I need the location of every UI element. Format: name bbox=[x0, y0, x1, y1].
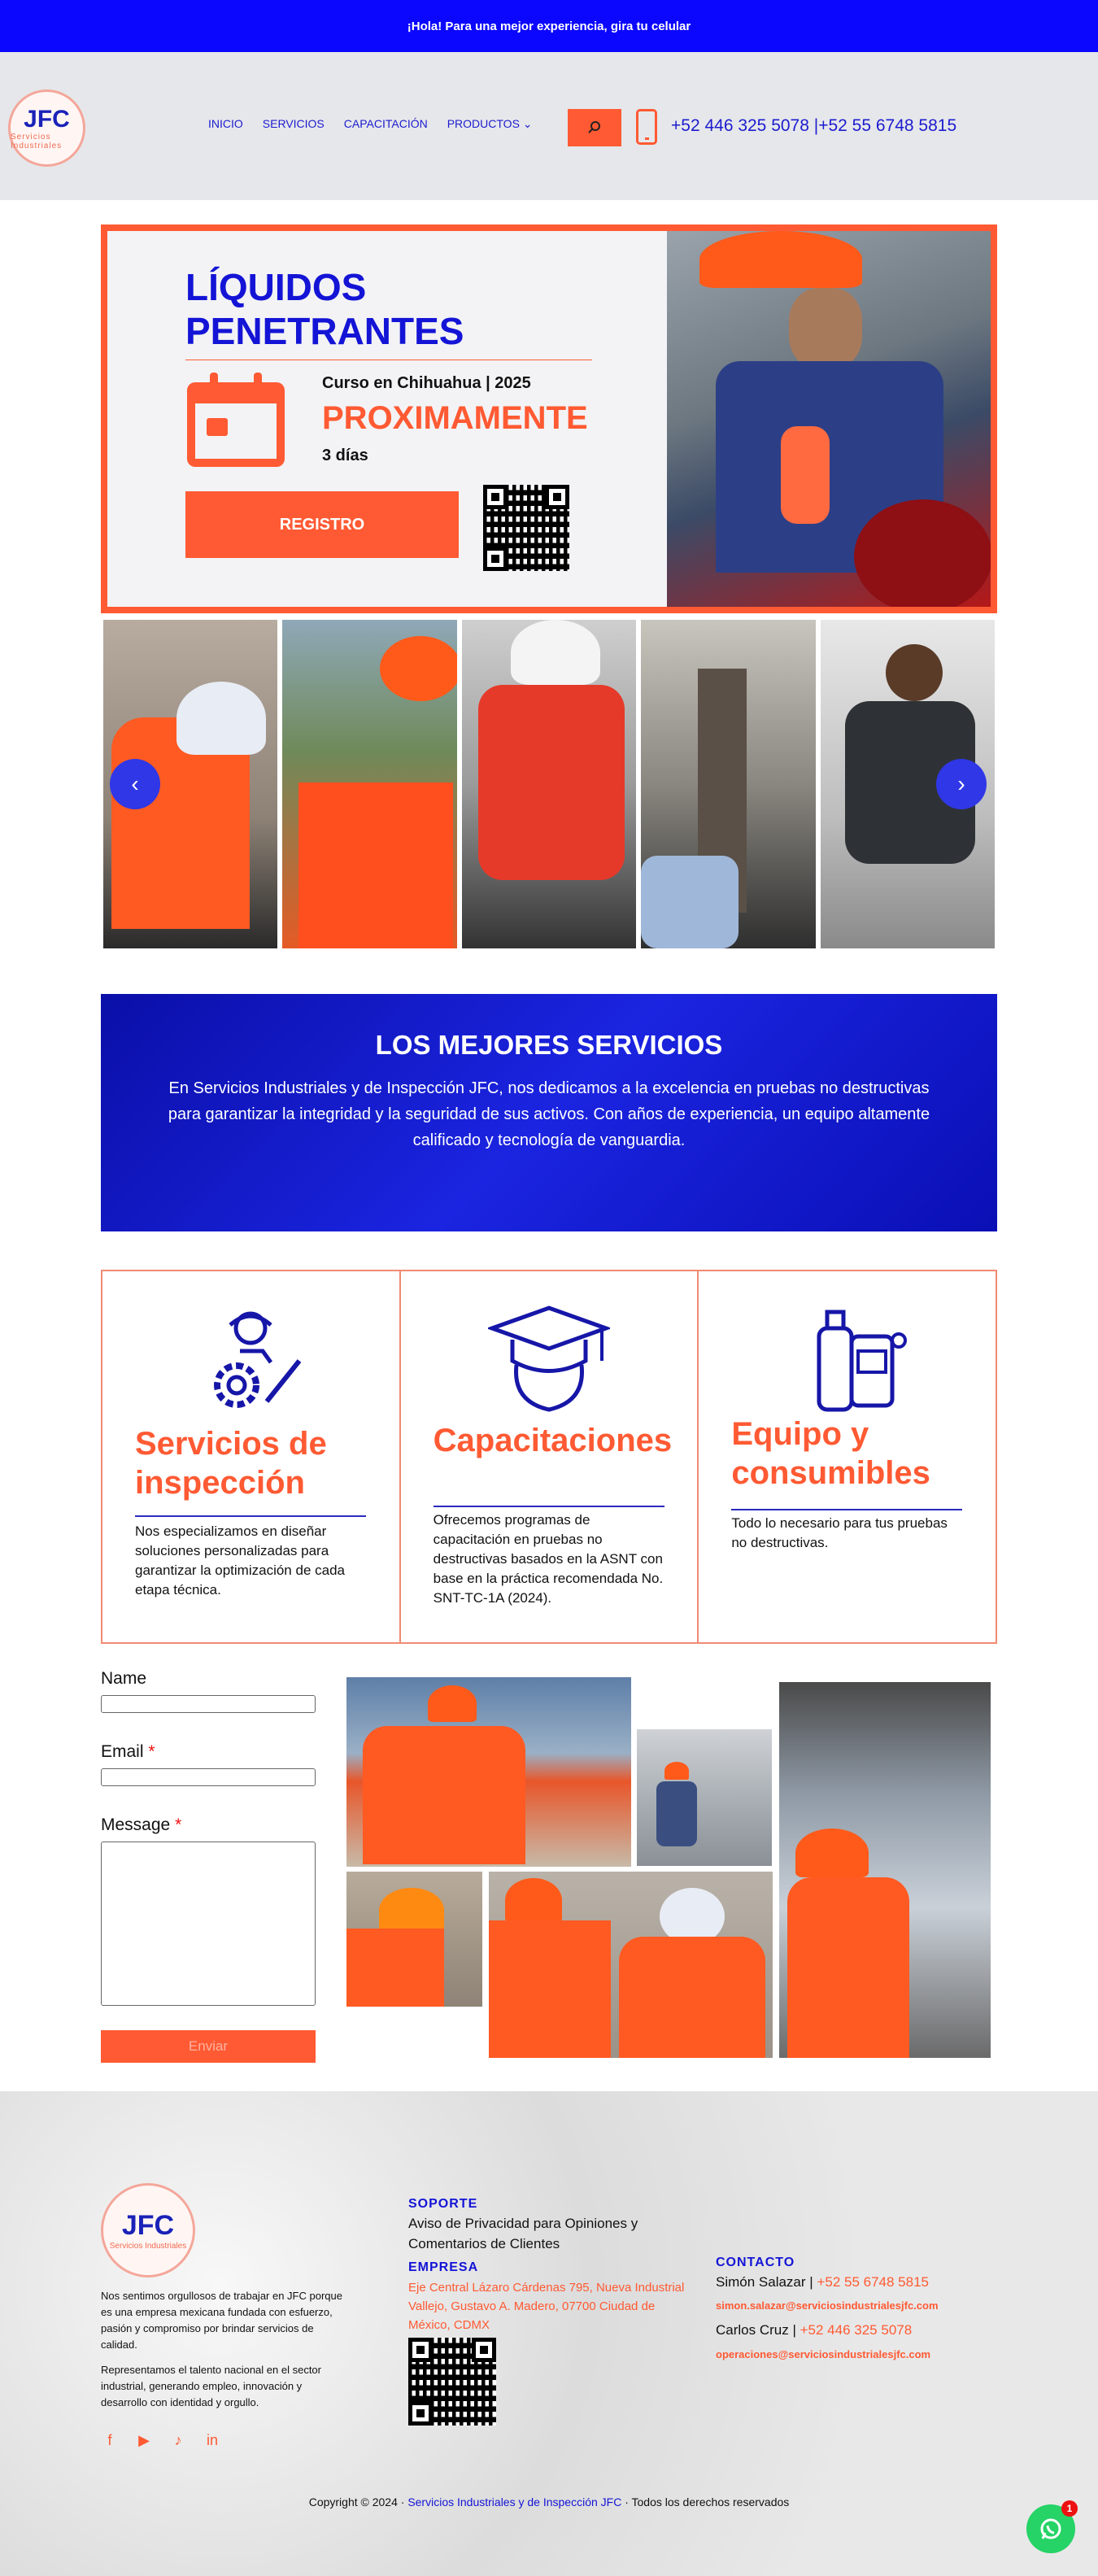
chevron-right-icon: › bbox=[957, 771, 965, 796]
nav-item-servicios[interactable]: SERVICIOS bbox=[262, 117, 325, 130]
contact-carlos-email[interactable]: operaciones@serviciosindustrialesjfc.com bbox=[716, 2348, 931, 2360]
hero-photo bbox=[667, 231, 991, 607]
company-address[interactable]: Eje Central Lázaro Cárdenas 795, Nueva Industrial Vallejo, Gustavo A. Madero, 07700 Ciudad de México, CDMX bbox=[408, 2281, 685, 2332]
inspector-gear-icon bbox=[190, 1304, 312, 1418]
nav-item-capacitacion[interactable]: CAPACITACIÓN bbox=[343, 117, 428, 130]
qr-code-icon bbox=[483, 485, 569, 571]
card-divider bbox=[434, 1506, 664, 1507]
course-title: LÍQUIDOS PENETRANTES bbox=[185, 266, 464, 352]
phone-icon bbox=[636, 109, 657, 145]
copyright-company-link[interactable]: Servicios Industriales y de Inspección JFC bbox=[407, 2495, 622, 2508]
footer-logo-text: Servicios Industriales bbox=[109, 2242, 187, 2251]
linkedin-icon[interactable]: in bbox=[206, 2431, 218, 2448]
gallery-photo bbox=[346, 1872, 482, 2007]
gallery-photo bbox=[346, 1677, 631, 1867]
top-announcement-bar bbox=[0, 0, 1098, 52]
logo-text: Servicios Industriales bbox=[11, 132, 63, 150]
course-status: PROXIMAMENTE bbox=[322, 400, 588, 436]
card-title: Capacitaciones bbox=[433, 1423, 673, 1458]
company-heading: EMPRESA bbox=[408, 2260, 479, 2274]
send-button[interactable]: Enviar bbox=[101, 2030, 316, 2063]
carousel-slide bbox=[462, 620, 636, 948]
spray-can-icon bbox=[786, 1304, 908, 1418]
support-heading: SOPORTE bbox=[408, 2197, 478, 2211]
contact-heading: CONTACTO bbox=[716, 2256, 795, 2269]
carousel-prev-button[interactable] bbox=[110, 759, 160, 809]
search-icon bbox=[587, 120, 602, 135]
message-textarea[interactable] bbox=[101, 1842, 316, 2006]
photo-carousel bbox=[103, 620, 995, 948]
message-label: Message * bbox=[101, 1815, 182, 1834]
facebook-icon[interactable]: f bbox=[107, 2431, 112, 2448]
header-phones[interactable]: +52 446 325 5078 |+52 55 6748 5815 bbox=[671, 116, 957, 135]
carousel-slide bbox=[641, 620, 815, 948]
footer-about-1: Nos sentimos orgullosos de trabajar en JFC porque es una empresa mexicana fundada con esfuerzo, pasión y compromiso por brindar servicios de calidad. bbox=[101, 2290, 342, 2351]
card-text: Ofrecemos programas de capacitación en pruebas no destructivas basados en la ASNT con base en la práctica recomendada No. SNT-TC-1A (2024). bbox=[433, 1512, 664, 1606]
carousel-slide bbox=[282, 620, 456, 948]
site-footer bbox=[0, 2091, 1098, 2576]
gallery-photo bbox=[489, 1872, 773, 2058]
card-text: Nos especializamos en diseñar soluciones personalizadas para garantizar la optimización de cada etapa técnica. bbox=[135, 1523, 345, 1597]
course-hero-banner bbox=[101, 224, 997, 613]
calendar-icon bbox=[187, 382, 285, 467]
rotate-message: ¡Hola! Para una mejor experiencia, gira tu celular bbox=[407, 19, 691, 33]
services-description: En Servicios Industriales y de Inspección JFC, nos dedicamos a la excelencia en pruebas no destructivas para garantizar la integridad y la seguridad de sus activos. Con años de experiencia, un equipo altamente calificado y tecnología de vanguardia. bbox=[168, 1079, 930, 1149]
name-input[interactable] bbox=[101, 1695, 316, 1713]
register-button[interactable]: REGISTRO bbox=[185, 491, 459, 558]
services-title: LOS MEJORES SERVICIOS bbox=[375, 1030, 723, 1060]
search-button[interactable] bbox=[568, 109, 621, 146]
contact-simon-email[interactable]: simon.salazar@serviciosindustrialesjfc.com bbox=[716, 2299, 939, 2312]
course-duration: 3 días bbox=[322, 447, 368, 464]
logo-mark: JFC bbox=[24, 105, 70, 133]
contact-simon: Simón Salazar | +52 55 6748 5815 bbox=[716, 2274, 929, 2290]
email-label: Email * bbox=[101, 1742, 155, 1761]
footer-about-2: Representamos el talento nacional en el sector industrial, generando empleo, innovación y desarrollo con identidad y orgullo. bbox=[101, 2364, 321, 2408]
card-title: Equipo y consumibles bbox=[731, 1416, 930, 1491]
card-inspection[interactable] bbox=[102, 1271, 401, 1642]
privacy-link[interactable]: Aviso de Privacidad para Opiniones y Comentarios de Clientes bbox=[408, 2216, 638, 2251]
social-links bbox=[101, 2431, 221, 2449]
nav-item-inicio[interactable]: INICIO bbox=[208, 117, 243, 130]
card-training[interactable] bbox=[401, 1271, 699, 1642]
qr-code-icon bbox=[408, 2338, 496, 2426]
course-location: Curso en Chihuahua | 2025 bbox=[322, 374, 531, 392]
card-divider bbox=[135, 1515, 366, 1517]
email-input[interactable] bbox=[101, 1768, 316, 1786]
graduation-cap-icon bbox=[488, 1304, 610, 1418]
contact-simon-phone[interactable]: +52 55 6748 5815 bbox=[817, 2274, 929, 2290]
nav-item-productos[interactable]: PRODUCTOS ⌄ bbox=[447, 117, 533, 130]
card-divider bbox=[731, 1509, 962, 1510]
services-banner bbox=[101, 994, 997, 1231]
copyright: Copyright © 2024 · Servicios Industriales y de Inspección JFC · Todos los derechos reservados bbox=[308, 2495, 790, 2508]
card-text: Todo lo necesario para tus pruebas no destructivas. bbox=[731, 1515, 948, 1550]
footer-logo[interactable] bbox=[101, 2183, 195, 2277]
contact-carlos: Carlos Cruz | +52 446 325 5078 bbox=[716, 2322, 913, 2338]
contact-carlos-phone[interactable]: +52 446 325 5078 bbox=[800, 2322, 913, 2338]
carousel-next-button[interactable] bbox=[936, 759, 987, 809]
gallery-photo bbox=[637, 1729, 772, 1866]
gallery-photo bbox=[779, 1682, 991, 2058]
whatsapp-icon bbox=[1039, 2517, 1063, 2541]
site-logo[interactable] bbox=[8, 89, 85, 167]
card-title: Servicios de inspección bbox=[135, 1426, 327, 1501]
contact-form bbox=[101, 1669, 316, 2063]
name-label: Name bbox=[101, 1669, 147, 1688]
whatsapp-badge: 1 bbox=[1061, 2500, 1078, 2517]
youtube-icon[interactable]: ▶ bbox=[138, 2431, 150, 2448]
chevron-left-icon: ‹ bbox=[131, 771, 139, 796]
tiktok-icon[interactable]: ♪ bbox=[174, 2431, 182, 2448]
main-nav bbox=[208, 117, 533, 131]
footer-logo-mark: JFC bbox=[121, 2210, 175, 2241]
card-equipment[interactable] bbox=[699, 1271, 996, 1642]
service-cards bbox=[101, 1270, 997, 1644]
